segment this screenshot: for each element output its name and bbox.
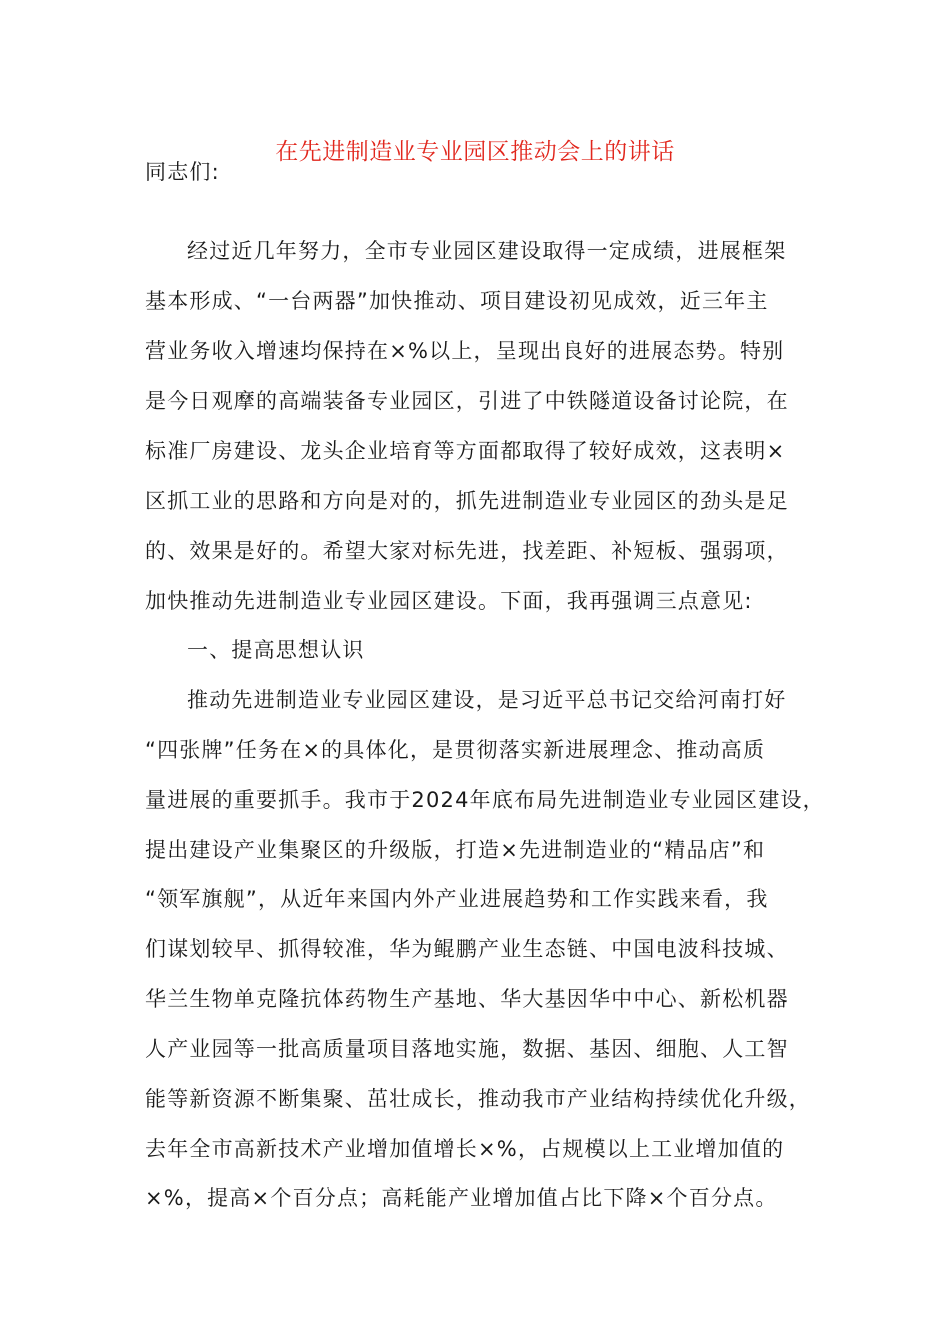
paragraph-line: 能等新资源不断集聚、茁壮成长，推动我市产业结构持续优化升级， <box>145 1087 811 1111</box>
paragraph-line: 华兰生物单克隆抗体药物生产基地、华大基因华中中心、新松机器 <box>145 987 789 1011</box>
paragraph-line: “领军旗舰”，从近年来国内外产业进展趋势和工作实践来看，我 <box>145 887 769 911</box>
paragraph-line: 推动先进制造业专业园区建设，是习近平总书记交给河南打好 <box>187 688 787 712</box>
paragraph-line: 加快推动先进制造业专业园区建设。下面，我再强调三点意见: <box>145 589 753 613</box>
paragraph-line: ×%，提高×个百分点；高耗能产业增加值占比下降×个百分点。 <box>145 1186 778 1210</box>
paragraph-line: 营业务收入增速均保持在×%以上，呈现出良好的进展态势。特别 <box>145 339 785 363</box>
salutation: 同志们: <box>145 160 220 184</box>
paragraph-line: 提出建设产业集聚区的升级版，打造×先进制造业的“精品店”和 <box>145 838 766 862</box>
paragraph-line: 经过近几年努力，全市专业园区建设取得一定成绩，进展框架 <box>187 239 787 263</box>
paragraph-line: 人产业园等一批高质量项目落地实施，数据、基因、细胞、人工智 <box>145 1037 789 1061</box>
paragraph-line: 量进展的重要抓手。我市于2024年底布局先进制造业专业园区建设， <box>145 788 825 812</box>
paragraph-line: 标准厂房建设、龙头企业培育等方面都取得了较好成效，这表明× <box>145 439 786 463</box>
paragraph-line: “四张牌”任务在×的具体化，是贯彻落实新进展理念、推动高质 <box>145 738 766 762</box>
paragraph-line: 是今日观摩的高端装备专业园区，引进了中铁隧道设备讨论院，在 <box>145 389 789 413</box>
paragraph-line: 去年全市高新技术产业增加值增长×%，占规模以上工业增加值的 <box>145 1137 785 1161</box>
paragraph-line: 的、效果是好的。希望大家对标先进，找差距、补短板、强弱项， <box>145 539 789 563</box>
document-title: 在先进制造业专业园区推动会上的讲话 <box>275 139 675 165</box>
paragraph-line: 们谋划较早、抓得较准，华为鲲鹏产业生态链、中国电波科技城、 <box>145 937 789 961</box>
paragraph-line: 基本形成、“一台两器”加快推动、项目建设初见成效，近三年主 <box>145 289 769 313</box>
paragraph-line: 区抓工业的思路和方向是对的，抓先进制造业专业园区的劲头是足 <box>145 489 789 513</box>
section-heading: 一、提高思想认识 <box>187 638 365 662</box>
